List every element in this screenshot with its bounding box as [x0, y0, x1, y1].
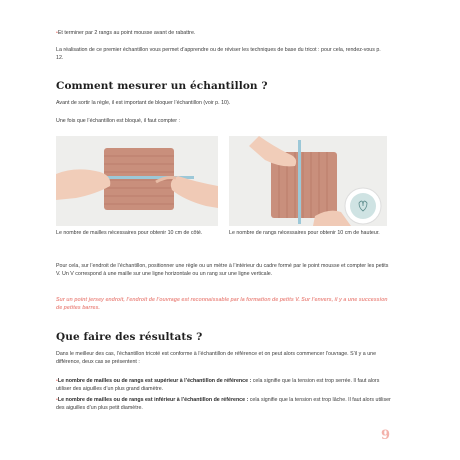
results-bullet-1	[56, 377, 392, 393]
photo-count-stitches	[56, 136, 218, 226]
measure-paragraph-1: Avant de sortir la règle, il est important de bloquer l’échantillon (voir p. 10).	[56, 100, 231, 106]
photo-count-rows-illustration	[229, 136, 387, 226]
caption-right: Le nombre de rangs nécessaires pour obtenir 10 cm de hauteur.	[229, 230, 380, 236]
results-paragraph: Dans le meilleur des cas, l’échantillon tricoté est conforme à l’échantillon de référence et on peut alors commencer l’ouvrage. S’il y a une différence, deux cas se présentent :	[56, 351, 377, 366]
bullet-marker: •	[56, 397, 58, 403]
section-title-results: Que faire des résultats ?	[56, 331, 203, 343]
results-bullet-2-text: cela signifie que la tension est trop lâche. Il faut alors utiliser des aiguilles d’un plus petit diamètre.	[56, 397, 391, 412]
photo-count-rows	[229, 136, 387, 226]
results-bullet-2	[56, 396, 392, 412]
section-title-measure: Comment mesurer un échantillon ?	[56, 80, 268, 92]
results-bullet-2-bold: Le nombre de mailles ou de rangs est inférieur à l’échantillon de référence :	[57, 397, 249, 403]
bullet-marker: •	[56, 30, 58, 36]
results-bullet-1-text: cela signifie que la tension est trop serrée. Il faut alors utiliser des aiguilles d’un plus grand diamètre.	[56, 378, 380, 393]
photo-count-stitches-illustration	[56, 136, 218, 226]
bullet-marker: •	[56, 378, 58, 384]
measure-paragraph-3: Pour cela, sur l’endroit de l’échantillon, positionner une règle ou un mètre à l’intérieur du cadre formé par le point mousse et compter les petits V. Un V correspond à une maille sur une ligne horizontale ou un rang sur une ligne verticale.	[56, 263, 389, 278]
page-number: 9	[381, 428, 391, 443]
tip-note: Sur un point jersey endroit, l’endroit de l’ouvrage est reconnaissable par la formation de petits V. Sur l’envers, il y a une succession de petites barres.	[56, 297, 388, 312]
caption-left: Le nombre de mailles nécessaires pour obtenir 10 cm de côté.	[56, 230, 203, 236]
measure-paragraph-2: Une fois que l’échantillon est bloqué, il faut compter :	[56, 118, 180, 124]
results-bullet-1-bold: Le nombre de mailles ou de rangs est supérieur à l’échantillon de référence :	[57, 378, 252, 384]
intro-bullet	[56, 29, 396, 37]
intro-paragraph: La réalisation de ce premier échantillon vous permet d’apprendre ou de réviser les techniques de base du tricot : pour cela, rendez-vous p. 12.	[56, 47, 381, 62]
intro-bullet-text: Et terminer par 2 rangs au point mousse avant de rabattre.	[57, 30, 196, 36]
